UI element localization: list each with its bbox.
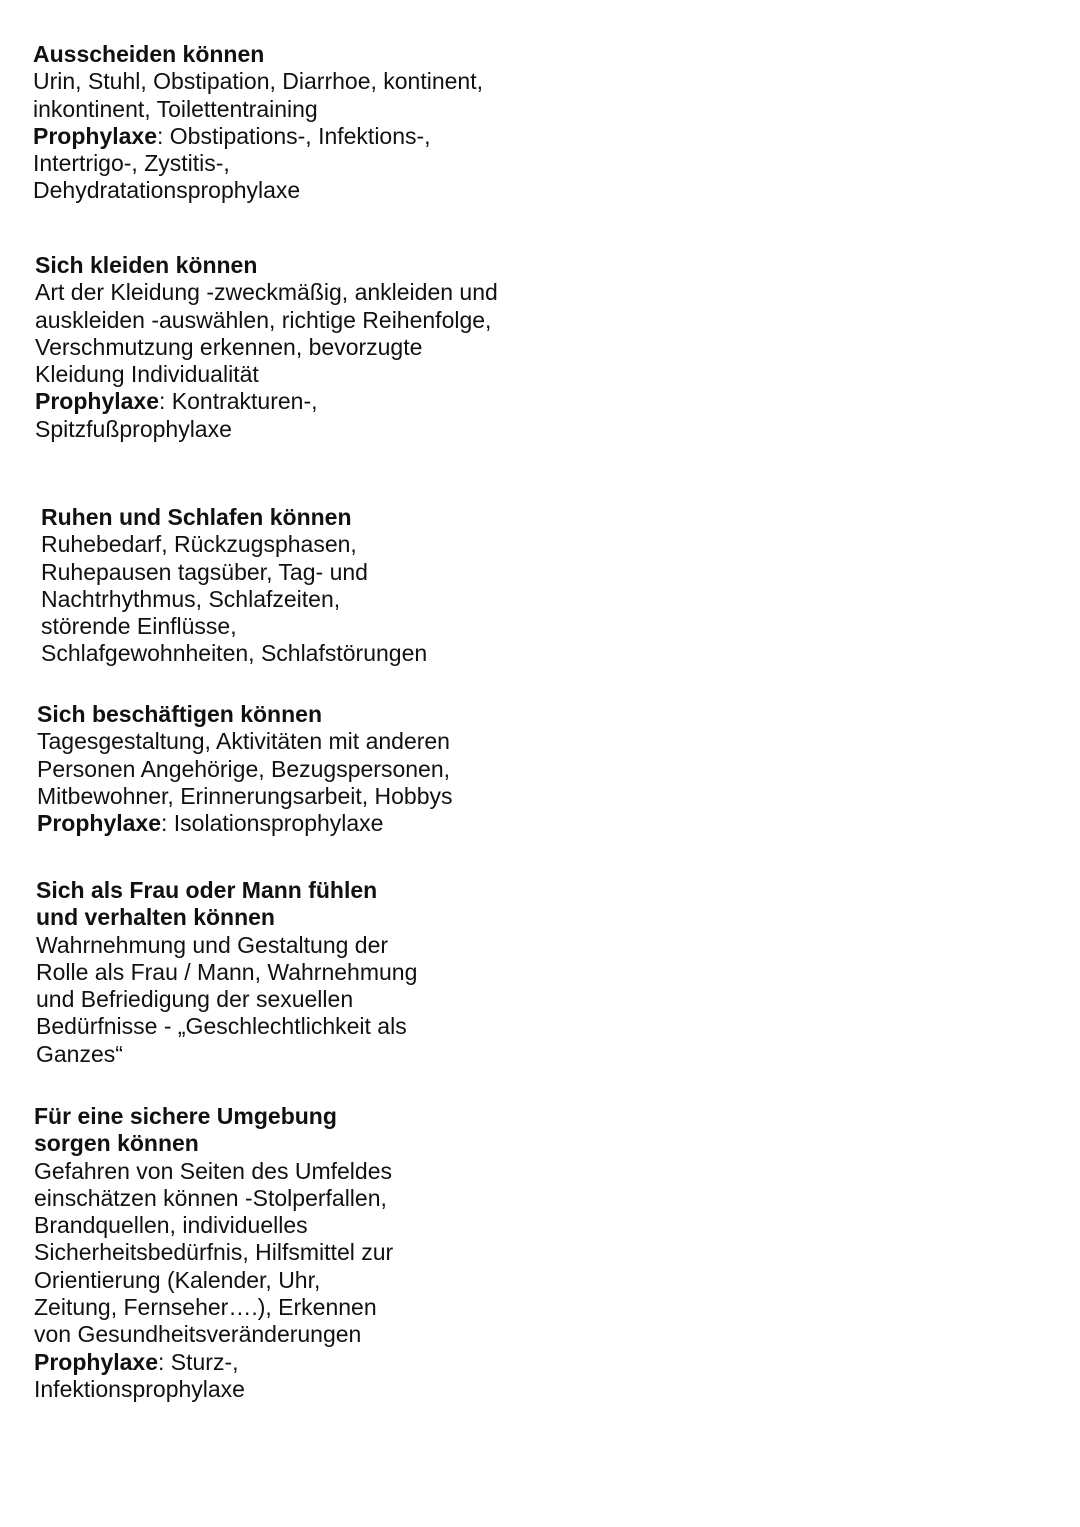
section-text-line: Gefahren von Seiten des Umfeldes [34, 1157, 392, 1184]
section-title: Sich als Frau oder Mann fühlen [36, 877, 378, 903]
section-title: Für eine sichere Umgebung [34, 1103, 337, 1129]
prophylaxe-text-line: Spitzfußprophylaxe [35, 415, 232, 442]
section-frau-mann [36, 877, 417, 1068]
prophylaxe-label: Prophylaxe [34, 1348, 158, 1375]
prophylaxe-label: Prophylaxe [35, 388, 159, 415]
section-text-line: inkontinent, Toilettentraining [33, 95, 318, 122]
section-title: Ausscheiden können [33, 41, 265, 67]
section-text-line: Sicherheitsbedürfnis, Hilfsmittel zur [34, 1239, 394, 1266]
section-text-line: Nachtrhythmus, Schlafzeiten, [41, 585, 341, 612]
prophylaxe-line [35, 388, 498, 415]
section-text-line: auskleiden -auswählen, richtige Reihenfolge, [35, 306, 492, 333]
prophylaxe-label: Prophylaxe [33, 122, 157, 149]
section-text-line: Ruhebedarf, Rückzugsphasen, [41, 531, 357, 558]
section-text-line: Tagesgestaltung, Aktivitäten mit anderen [37, 728, 450, 755]
section-title: Sich beschäftigen können [37, 701, 322, 727]
prophylaxe-text-line: Dehydratationsprophylaxe [33, 177, 301, 204]
prophylaxe-text: : Obstipations-, Infektions-, [157, 122, 431, 149]
prophylaxe-text: : Sturz-, [158, 1348, 239, 1375]
section-text-line: Art der Kleidung -zweckmäßig, ankleiden und [35, 279, 498, 306]
section-title: Ruhen und Schlafen können [41, 504, 352, 530]
section-text-line: Zeitung, Fernseher….), Erkennen [34, 1294, 377, 1321]
section-text-line: Brandquellen, individuelles [34, 1212, 308, 1239]
section-text-line: und Befriedigung der sexuellen [36, 986, 354, 1013]
section-title: sorgen können [34, 1130, 199, 1157]
section-ausscheiden [33, 41, 483, 205]
section-text-line: von Gesundheitsveränderungen [34, 1321, 362, 1348]
section-beschaeftigen [37, 701, 453, 837]
section-text-line: Ruhepausen tagsüber, Tag- und [41, 558, 368, 585]
section-title: Sich kleiden können [35, 252, 258, 278]
section-text-line: Orientierung (Kalender, Uhr, [34, 1266, 321, 1293]
section-text-line: Bedürfnisse - „Geschlechtlichkeit als [36, 1013, 407, 1040]
section-text-line: Rolle als Frau / Mann, Wahrnehmung [36, 958, 418, 985]
section-text-line: Schlafgewohnheiten, Schlafstörungen [41, 640, 428, 667]
prophylaxe-text: : Kontrakturen-, [159, 388, 318, 415]
section-title: und verhalten können [36, 904, 275, 931]
prophylaxe-line [34, 1349, 393, 1376]
prophylaxe-label: Prophylaxe [37, 810, 161, 837]
section-kleiden [35, 252, 498, 443]
prophylaxe-text-line: Intertrigo-, Zystitis-, [33, 150, 230, 177]
section-text-line: Verschmutzung erkennen, bevorzugte [35, 333, 423, 360]
section-text-line: Urin, Stuhl, Obstipation, Diarrhoe, kontinent, [33, 68, 484, 95]
section-text-line: Ganzes“ [36, 1040, 123, 1067]
section-text-line: einschätzen können -Stolperfallen, [34, 1184, 387, 1211]
section-text-line: Kleidung Individualität [35, 361, 259, 388]
section-text-line: Wahrnehmung und Gestaltung der [36, 931, 389, 958]
section-text-line: störende Einflüsse, [41, 613, 237, 640]
section-ruhen-schlafen [41, 504, 427, 668]
section-sichere-umgebung [34, 1103, 393, 1403]
prophylaxe-line [33, 123, 483, 150]
section-text-line: Mitbewohner, Erinnerungsarbeit, Hobbys [37, 782, 453, 809]
prophylaxe-text-line: Infektionsprophylaxe [34, 1375, 245, 1402]
section-text-line: Personen Angehörige, Bezugspersonen, [37, 755, 451, 782]
prophylaxe-line [37, 810, 453, 837]
prophylaxe-text: : Isolationsprophylaxe [161, 810, 384, 837]
